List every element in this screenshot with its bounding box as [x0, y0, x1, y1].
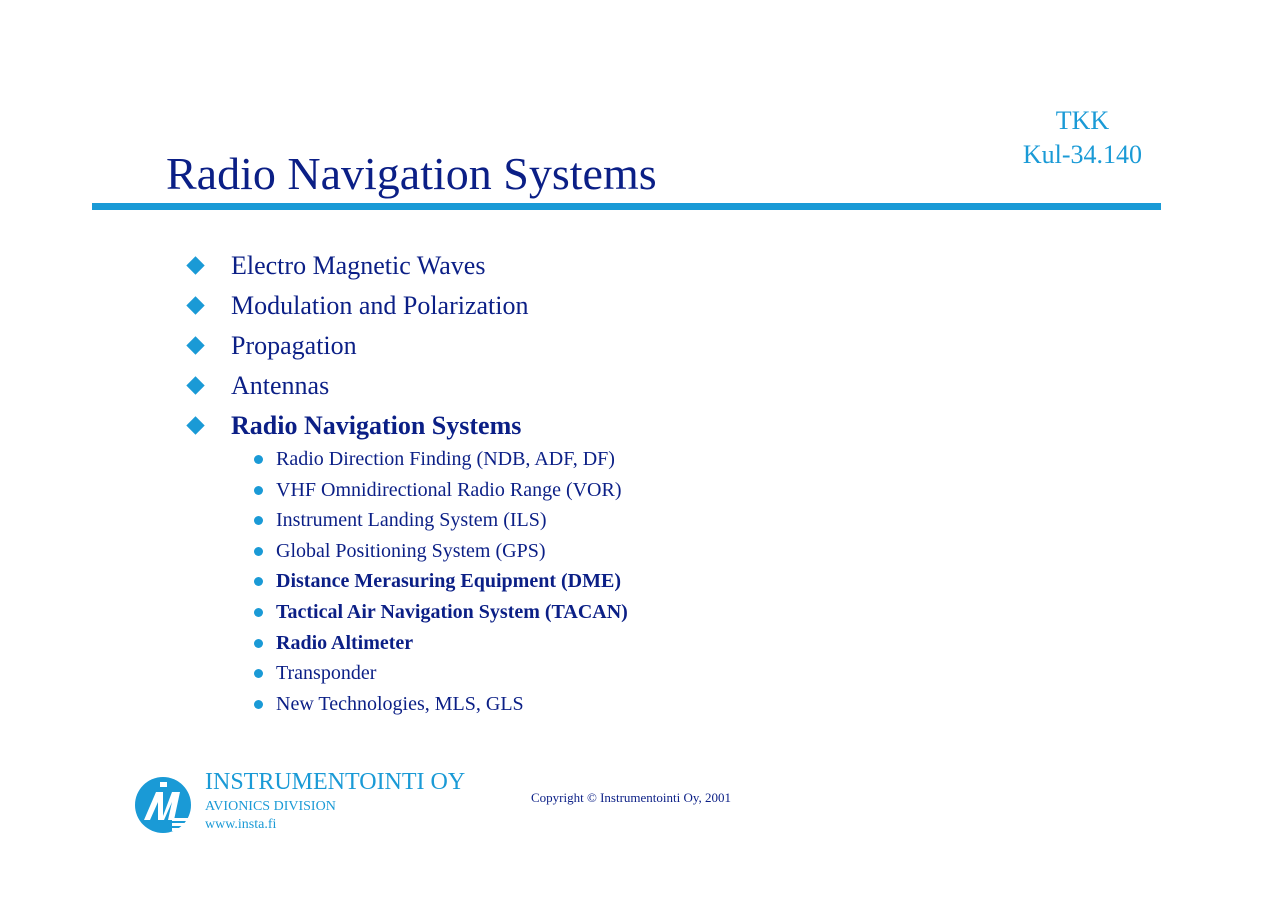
diamond-bullet-icon [186, 416, 204, 434]
subtopic-label: Transponder [276, 662, 377, 685]
subtopic-label: Tactical Air Navigation System (TACAN) [276, 600, 628, 623]
dot-bullet-icon [254, 700, 263, 709]
division-name: AVIONICS DIVISION [205, 799, 336, 814]
dot-bullet-icon [254, 577, 263, 586]
dot-bullet-icon [254, 669, 263, 678]
dot-bullet-icon [254, 455, 263, 464]
topic-label: Modulation and Polarization [231, 291, 529, 320]
subtopic-label: Instrument Landing System (ILS) [276, 509, 547, 532]
diamond-bullet-icon [186, 376, 204, 394]
title-divider [92, 203, 1161, 210]
company-name: INSTRUMENTOINTI OY [205, 769, 466, 795]
dot-bullet-icon [254, 516, 263, 525]
subtopic-label: Global Positioning System (GPS) [276, 539, 546, 562]
company-logo-icon [134, 776, 194, 834]
topic-label: Radio Navigation Systems [231, 411, 522, 440]
diamond-bullet-icon [186, 256, 204, 274]
subtopic-label: VHF Omnidirectional Radio Range (VOR) [276, 478, 622, 501]
course-info [1023, 104, 1142, 172]
topic-label: Electro Magnetic Waves [231, 251, 486, 280]
page-title: Radio Navigation Systems [166, 148, 657, 199]
topic-label: Antennas [231, 371, 330, 400]
dot-bullet-icon [254, 547, 263, 556]
diamond-bullet-icon [186, 296, 204, 314]
subtopic-label: Radio Altimeter [276, 631, 414, 654]
course-org: TKK [1055, 106, 1110, 135]
subtopic-label: New Technologies, MLS, GLS [276, 692, 524, 715]
topic-label: Propagation [231, 331, 357, 360]
dot-bullet-icon [254, 608, 263, 617]
subtopic-label: Radio Direction Finding (NDB, ADF, DF) [276, 448, 615, 470]
dot-bullet-icon [254, 639, 263, 648]
diamond-bullet-icon [186, 336, 204, 354]
course-code: Kul-34.140 [1022, 140, 1142, 169]
copyright-notice: Copyright © Instrumentointi Oy, 2001 [531, 790, 732, 805]
dot-bullet-icon [254, 486, 263, 495]
website-link[interactable]: www.insta.fi [205, 817, 277, 832]
subtopic-label: Distance Merasuring Equipment (DME) [276, 570, 621, 593]
